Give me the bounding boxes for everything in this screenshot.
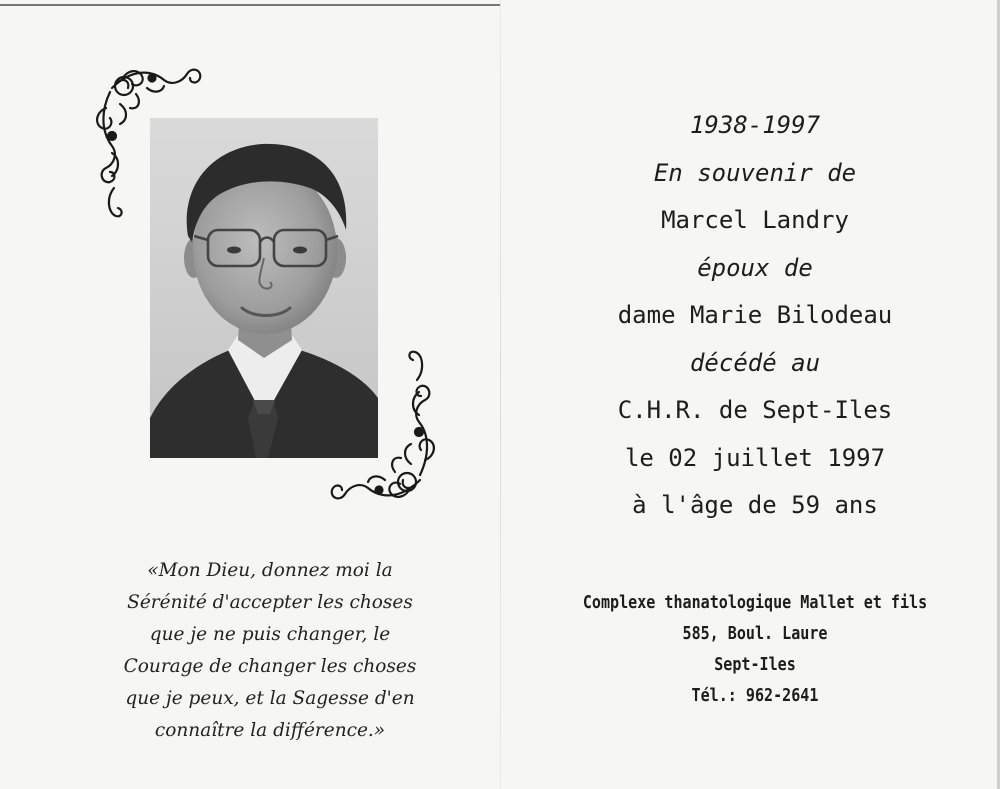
memorial-souvenir: En souvenir de [653, 158, 857, 187]
funeral-home-address: 585, Boul. Laure [682, 624, 828, 644]
funeral-home-phone: Tél.: 962-2641 [691, 686, 819, 706]
prayer-line: «Mon Dieu, donnez moi la [147, 560, 393, 581]
memorial-decede: décédé au [689, 348, 821, 377]
spouse-name: dame Marie Bilodeau [617, 301, 893, 329]
prayer-line: connaître la différence.» [154, 720, 386, 741]
funeral-home-name: Complexe thanatologique Mallet et fils [582, 593, 928, 613]
death-date: le 02 juillet 1997 [624, 443, 886, 472]
floral-corner-ornament-icon [325, 340, 440, 510]
prayer-text [105, 555, 435, 747]
memorial-years: 1938-1997 [689, 111, 821, 139]
prayer-line: Courage de changer les choses [123, 656, 417, 677]
memorial-text [560, 102, 950, 530]
prayer-line: que je peux, et la Sagesse d'en [125, 688, 415, 709]
funeral-home-info [574, 588, 935, 712]
prayer-line: que je ne puis changer, le [149, 624, 391, 645]
prayer-line: Sérénité d'accepter les choses [127, 592, 413, 613]
age-at-death: à l'âge de 59 ans [632, 491, 878, 519]
memorial-epoux: époux de [697, 253, 813, 282]
card-top-edge [0, 4, 500, 6]
funeral-home-city: Sept-Iles [714, 655, 796, 675]
deceased-name: Marcel Landry [661, 206, 849, 234]
death-place: C.H.R. de Sept-Iles [617, 396, 893, 424]
card-fold [500, 0, 501, 789]
